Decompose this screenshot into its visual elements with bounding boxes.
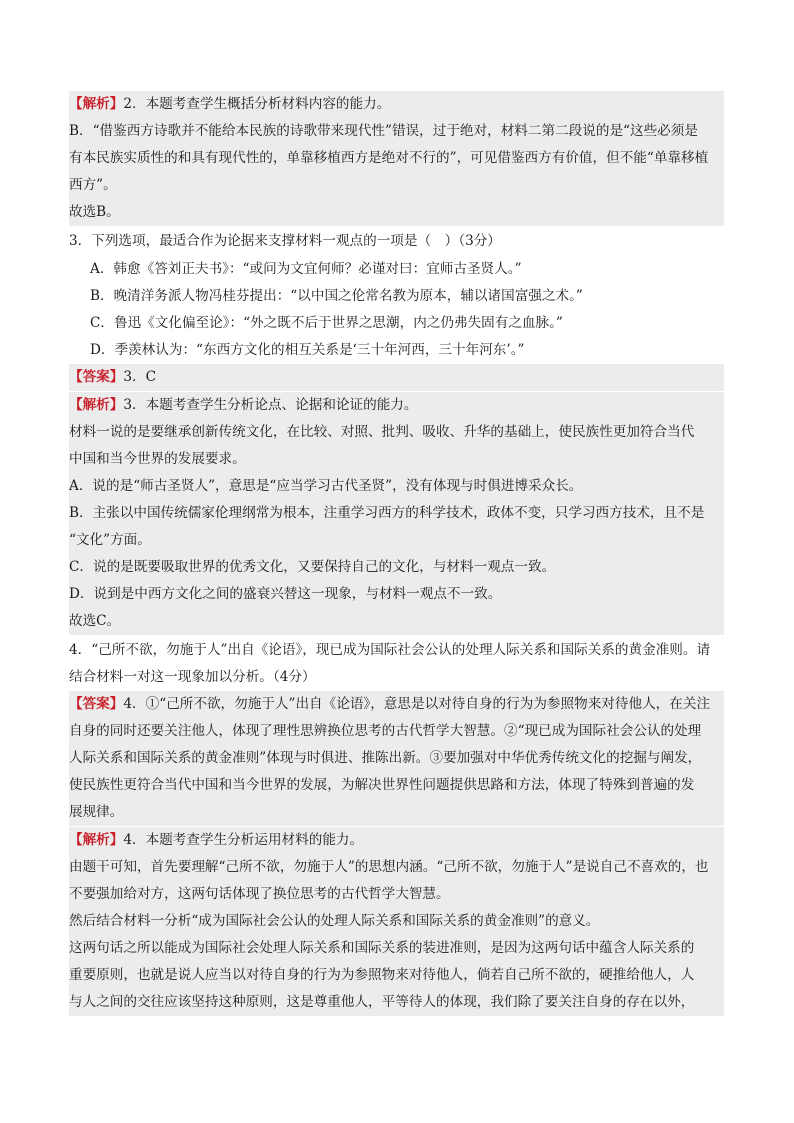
q3-analysis-line-7: C．说的是既要吸取世界的优秀文化，又要保持自己的文化，与材料一观点一致。 [69,554,724,581]
analysis-label: 【解析】 [69,397,124,413]
q3-option-b: B．晚清洋务派人物冯桂芬提出：“以中国之伦常名教为原本，辅以诸国富强之术。” [90,288,583,304]
analysis-label: 【解析】 [69,832,124,848]
q3-stem: 3．下列选项，最适合作为论据来支撑材料一观点的一项是（ ）（3分） [69,233,501,249]
q3-analysis-line-4: A．说的是“师古圣贤人”，意思是“应当学习古代圣贤”，没有体现与时俱进博采众长。 [69,473,724,500]
q4-answer-line-5: 展规律。 [69,799,724,826]
q4-answer-line-4: 使民族性更符合当代中国和当今世界的发展，为解决世界性问题提供思路和方法，体现了特殊到普遍的发 [69,772,724,799]
q4-stem-line-1: 4．“己所不欲，勿施于人”出自《论语》，现已成为国际社会公认的处理人际关系和国际关系的黄金准则。请 [69,642,711,658]
q4-answer-line-3: 人际关系和国际关系的黄金准则”体现与时俱进、推陈出新。③要加强对中华优秀传统文化的挖掘与阐发， [69,745,724,772]
answer-label: 【答案】 [69,369,124,385]
q4-analysis-line-1: 【解析】4．本题考查学生分析运用材料的能力。 [69,827,724,854]
q4-analysis-line-7: 与人之间的交往应该坚持这种原则，这是尊重他人，平等待人的体现，我们除了要关注自身的存在以外， [69,989,724,1016]
q2-analysis-line-2: B．“借鉴西方诗歌并不能给本民族的诗歌带来现代性”错误，过于绝对，材料二第二段说的是“这些必须是 [69,118,724,145]
q4-analysis-line-2: 由题干可知，首先要理解“己所不欲，勿施于人”的思想内涵。“己所不欲，勿施于人”是说自己不喜欢的，也 [69,854,724,881]
q3-analysis-line-6: “文化”方面。 [69,527,724,554]
q2-analysis-line-5: 故选B。 [69,199,724,226]
q3-option-a: A．韩愈《答刘正夫书》：“或问为文宜何师？必谨对曰：宜师古圣贤人。” [90,261,522,277]
q4-analysis-line-3: 不要强加给对方，这两句话体现了换位思考的古代哲学大智慧。 [69,881,724,908]
q4-analysis-line-6: 重要原则，也就是说人应当以对待自身的行为为参照物来对待他人，倘若自己所不欲的，硬推给他人，人 [69,962,724,989]
q4-analysis-line-5: 这两句话之所以能成为国际社会处理人际关系和国际关系的装进准则，是因为这两句话中蕴含人际关系的 [69,935,724,962]
q4-answer-line-2: 自身的同时还要关注他人，体现了理性思辨换位思考的古代哲学大智慧。②“现已成为国际社会公认的处理 [69,718,724,745]
q3-answer: 【答案】3．C [69,364,724,391]
q3-analysis-line-3: 中国和当今世界的发展要求。 [69,446,724,473]
q3-option-c: C．鲁迅《文化偏至论》：“外之既不后于世界之思潮，内之仍弗失固有之血脉。” [90,315,563,331]
q3-analysis-line-5: B．主张以中国传统儒家伦理纲常为根本，注重学习西方的科学技术，政体不变，只学习西方技术，且不是 [69,500,724,527]
q3-analysis-line-9: 故选C。 [69,608,724,635]
q2-analysis-line-3: 有本民族实质性的和具有现代性的，单靠移植西方是绝对不行的”，可见借鉴西方有价值，但不能“单靠移植 [69,145,724,172]
q3-analysis-line-8: D．说到是中西方文化之间的盛衰兴替这一现象，与材料一观点不一致。 [69,581,724,608]
q3-analysis-line-2: 材料一说的是要继承创新传统文化，在比较、对照、批判、吸收、升华的基础上，使民族性更加符合当代 [69,419,724,446]
q3-option-d: D．季羡林认为：“东西方文化的相互关系是‘三十年河西，三十年河东’。” [90,342,525,358]
q4-analysis-line-4: 然后结合材料一分析“成为国际社会公认的处理人际关系和国际关系的黄金准则”的意义。 [69,908,724,935]
analysis-label: 【解析】 [69,96,124,112]
q4-answer-line-1: 【答案】4．①“己所不欲，勿施于人”出自《论语》，意思是以对待自身的行为为参照物来对待他人，在关注 [69,691,724,718]
q4-stem-line-2: 结合材料一对这一现象加以分析。（4分） [69,669,316,685]
q2-analysis-line-1: 【解析】2．本题考查学生概括分析材料内容的能力。 [69,91,724,118]
answer-label: 【答案】 [69,696,124,712]
q3-analysis-line-1: 【解析】3．本题考查学生分析论点、论据和论证的能力。 [69,392,724,419]
q2-analysis-line-4: 西方”。 [69,172,724,199]
